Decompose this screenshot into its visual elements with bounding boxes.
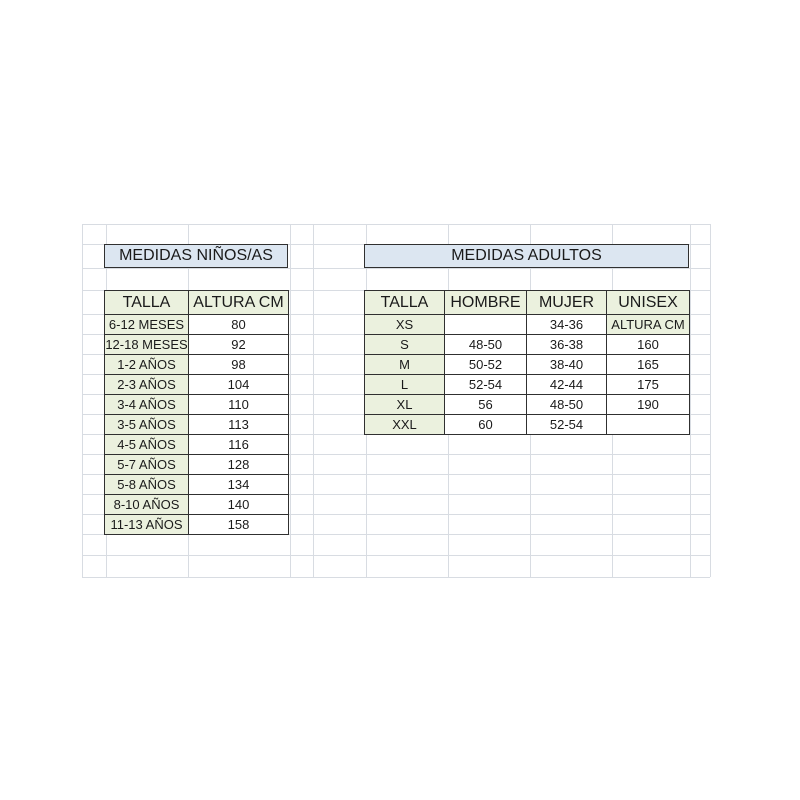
kids-talla-cell[interactable]: 11-13 AÑOS xyxy=(105,515,189,535)
adults-header-row xyxy=(365,291,690,315)
adults-mujer-cell[interactable]: 36-38 xyxy=(527,335,607,355)
adults-header-mujer[interactable]: MUJER xyxy=(527,291,607,315)
kids-altura-cell[interactable]: 104 xyxy=(189,375,289,395)
kids-altura-cell[interactable]: 128 xyxy=(189,455,289,475)
kids-altura-cell[interactable]: 116 xyxy=(189,435,289,455)
kids-talla-cell[interactable]: 5-7 AÑOS xyxy=(105,455,189,475)
adults-row xyxy=(365,315,690,335)
kids-altura-cell[interactable]: 134 xyxy=(189,475,289,495)
adults-mujer-cell[interactable]: 38-40 xyxy=(527,355,607,375)
kids-row xyxy=(105,335,289,355)
adults-talla-cell[interactable]: XXL xyxy=(365,415,445,435)
adults-mujer-cell[interactable]: 34-36 xyxy=(527,315,607,335)
adults-row xyxy=(365,375,690,395)
adults-unisex-cell[interactable]: ALTURA CM xyxy=(607,315,690,335)
adults-header-talla[interactable]: TALLA xyxy=(365,291,445,315)
kids-talla-cell[interactable]: 6-12 MESES xyxy=(105,315,189,335)
adults-talla-cell[interactable]: XL xyxy=(365,395,445,415)
adults-talla-cell[interactable]: S xyxy=(365,335,445,355)
adults-table-title[interactable]: MEDIDAS ADULTOS xyxy=(364,244,689,268)
adults-hombre-cell[interactable]: 50-52 xyxy=(445,355,527,375)
kids-talla-cell[interactable]: 3-5 AÑOS xyxy=(105,415,189,435)
adults-unisex-cell[interactable] xyxy=(607,415,690,435)
kids-row xyxy=(105,375,289,395)
kids-header-row xyxy=(105,291,289,315)
adults-hombre-cell[interactable]: 60 xyxy=(445,415,527,435)
adults-mujer-cell[interactable]: 42-44 xyxy=(527,375,607,395)
kids-altura-cell[interactable]: 110 xyxy=(189,395,289,415)
adults-size-table xyxy=(364,290,690,435)
adults-unisex-cell[interactable]: 190 xyxy=(607,395,690,415)
kids-row xyxy=(105,515,289,535)
kids-altura-cell[interactable]: 80 xyxy=(189,315,289,335)
adults-talla-cell[interactable]: L xyxy=(365,375,445,395)
kids-table-title[interactable]: MEDIDAS NIÑOS/AS xyxy=(104,244,288,268)
adults-row xyxy=(365,355,690,375)
kids-talla-cell[interactable]: 8-10 AÑOS xyxy=(105,495,189,515)
adults-talla-cell[interactable]: XS xyxy=(365,315,445,335)
adults-header-unisex[interactable]: UNISEX xyxy=(607,291,690,315)
kids-row xyxy=(105,495,289,515)
adults-row xyxy=(365,395,690,415)
adults-row xyxy=(365,415,690,435)
adults-hombre-cell[interactable]: 56 xyxy=(445,395,527,415)
kids-row xyxy=(105,355,289,375)
kids-row xyxy=(105,435,289,455)
adults-mujer-cell[interactable]: 52-54 xyxy=(527,415,607,435)
kids-header-altura[interactable]: ALTURA CM xyxy=(189,291,289,315)
kids-talla-cell[interactable]: 1-2 AÑOS xyxy=(105,355,189,375)
adults-hombre-cell[interactable] xyxy=(445,315,527,335)
adults-header-hombre[interactable]: HOMBRE xyxy=(445,291,527,315)
adults-unisex-cell[interactable]: 175 xyxy=(607,375,690,395)
kids-header-talla[interactable]: TALLA xyxy=(105,291,189,315)
kids-altura-cell[interactable]: 113 xyxy=(189,415,289,435)
kids-talla-cell[interactable]: 12-18 MESES xyxy=(105,335,189,355)
adults-talla-cell[interactable]: M xyxy=(365,355,445,375)
adults-mujer-cell[interactable]: 48-50 xyxy=(527,395,607,415)
kids-altura-cell[interactable]: 158 xyxy=(189,515,289,535)
kids-talla-cell[interactable]: 2-3 AÑOS xyxy=(105,375,189,395)
kids-talla-cell[interactable]: 4-5 AÑOS xyxy=(105,435,189,455)
kids-altura-cell[interactable]: 92 xyxy=(189,335,289,355)
kids-altura-cell[interactable]: 98 xyxy=(189,355,289,375)
kids-size-table xyxy=(104,290,289,535)
kids-talla-cell[interactable]: 5-8 AÑOS xyxy=(105,475,189,495)
kids-row xyxy=(105,415,289,435)
adults-hombre-cell[interactable]: 52-54 xyxy=(445,375,527,395)
kids-row xyxy=(105,315,289,335)
kids-row xyxy=(105,395,289,415)
adults-unisex-cell[interactable]: 160 xyxy=(607,335,690,355)
kids-altura-cell[interactable]: 140 xyxy=(189,495,289,515)
adults-row xyxy=(365,335,690,355)
kids-row xyxy=(105,455,289,475)
kids-talla-cell[interactable]: 3-4 AÑOS xyxy=(105,395,189,415)
adults-hombre-cell[interactable]: 48-50 xyxy=(445,335,527,355)
kids-row xyxy=(105,475,289,495)
adults-unisex-cell[interactable]: 165 xyxy=(607,355,690,375)
